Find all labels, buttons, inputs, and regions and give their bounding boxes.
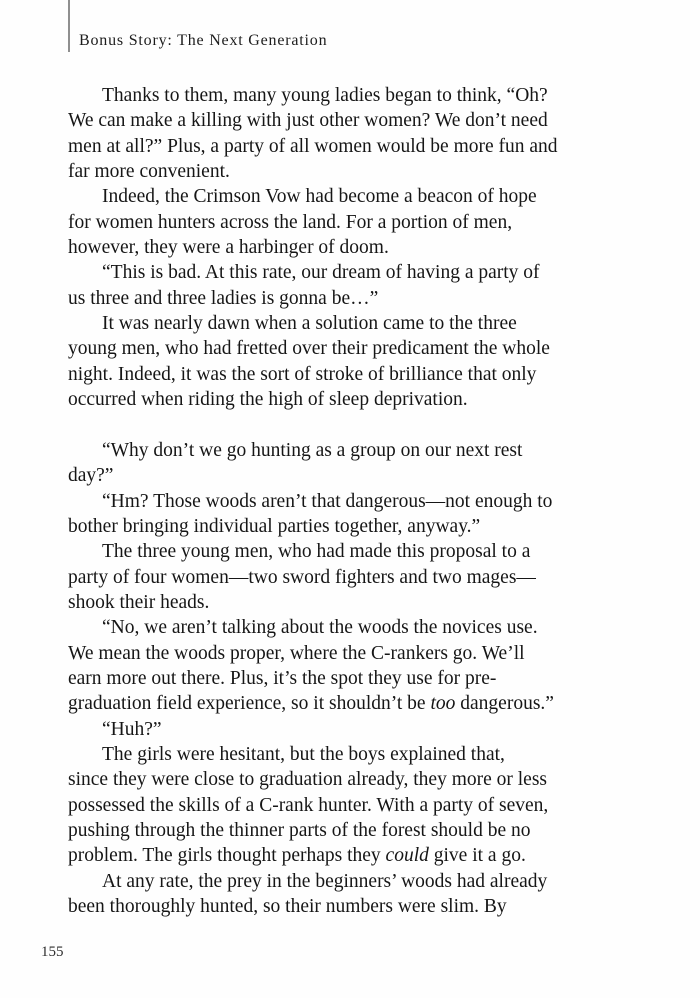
paragraph	[68, 742, 646, 869]
text-line: “Why don’t we go hunting as a group on our next rest	[102, 439, 523, 461]
text-line: problem. The girls thought perhaps they could give it a go.	[68, 845, 526, 867]
paragraph	[68, 717, 646, 742]
text-line: since they were close to graduation already, they more or less	[68, 769, 548, 791]
text-line: At any rate, the prey in the beginners’ woods had already	[102, 870, 548, 892]
text-line: We mean the woods proper, where the C-rankers go. We’ll	[68, 642, 525, 664]
text-line: possessed the skills of a C-rank hunter. With a party of seven,	[68, 794, 549, 816]
chapter-title: Bonus Story: The Next Generation	[79, 32, 328, 49]
text-line: men at all?” Plus, a party of all women would be more fun and	[68, 135, 558, 157]
text-line: us three and three ladies is gonna be…”	[68, 287, 379, 309]
paragraph	[68, 615, 646, 716]
text-line: bother bringing individual parties together, anyway.”	[68, 515, 481, 537]
paragraph	[68, 869, 646, 920]
paragraph	[68, 184, 646, 260]
text-line: occurred when riding the high of sleep deprivation.	[68, 389, 468, 411]
text-line: “Hm? Those woods aren’t that dangerous—not enough to	[102, 490, 553, 512]
text-line: “Huh?”	[102, 718, 162, 740]
paragraph	[68, 539, 646, 615]
header-rule	[68, 0, 70, 52]
text-line: far more convenient.	[68, 161, 230, 183]
text-line: graduation field experience, so it shouldn’t be too dangerous.”	[68, 693, 554, 715]
page-number: 155	[41, 944, 64, 960]
text-line: day?”	[68, 465, 114, 487]
text-line: The three young men, who had made this proposal to a	[102, 541, 531, 563]
body-text	[68, 83, 646, 919]
text-line: It was nearly dawn when a solution came to the three	[102, 313, 517, 335]
text-line: earn more out there. Plus, it’s the spot they use for pre-	[68, 667, 497, 689]
text-line: night. Indeed, it was the sort of stroke of brilliance that only	[68, 363, 537, 385]
text-line: party of four women—two sword fighters and two mages—	[68, 566, 536, 588]
text-line: “No, we aren’t talking about the woods the novices use.	[102, 617, 538, 639]
paragraph	[68, 438, 646, 489]
text-line: We can make a killing with just other women? We don’t need	[68, 110, 548, 132]
text-line: been thoroughly hunted, so their numbers were slim. By	[68, 896, 507, 917]
paragraph	[68, 83, 646, 184]
text-line: young men, who had fretted over their predicament the whole	[68, 338, 550, 360]
text-line: shook their heads.	[68, 591, 210, 613]
paragraph	[68, 311, 646, 412]
text-line: The girls were hesitant, but the boys explained that,	[102, 743, 505, 765]
text-line: “This is bad. At this rate, our dream of having a party of	[102, 262, 540, 284]
paragraph	[68, 489, 646, 540]
text-line: Indeed, the Crimson Vow had become a beacon of hope	[102, 186, 537, 208]
text-line: Thanks to them, many young ladies began to think, “Oh?	[102, 85, 548, 106]
text-line: however, they were a harbinger of doom.	[68, 237, 389, 259]
paragraph	[68, 260, 646, 311]
text-line: pushing through the thinner parts of the forest should be no	[68, 819, 531, 841]
text-line: for women hunters across the land. For a portion of men,	[68, 211, 513, 233]
chapter-header	[68, 0, 327, 52]
